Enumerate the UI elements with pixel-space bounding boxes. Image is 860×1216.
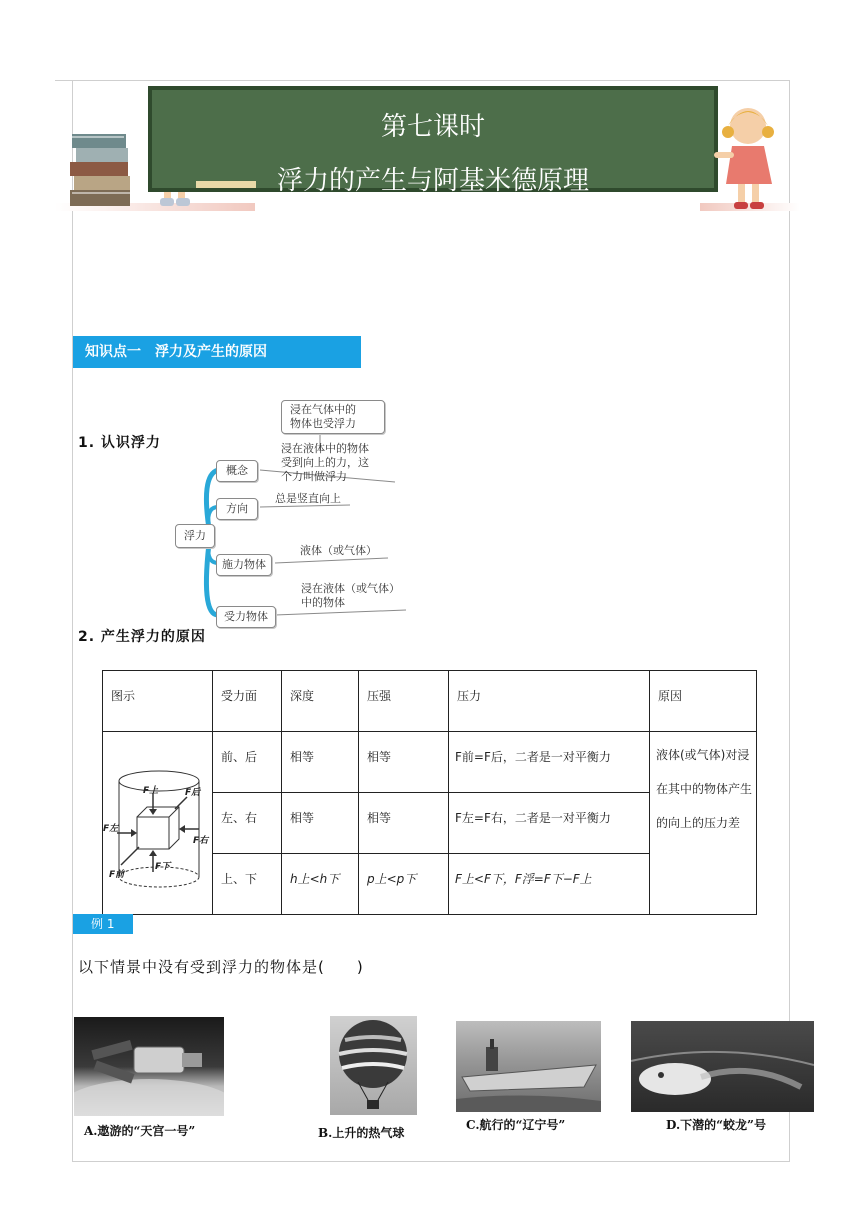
row2-force: F左=F右，二者是一对平衡力 <box>455 811 611 825</box>
option-a-caption: A.遨游的“天宫一号” <box>84 1124 196 1138</box>
spacecraft-icon <box>74 1017 224 1116</box>
diagram-label-top: F上 <box>143 785 159 796</box>
mindmap-exerter-note: 液体（或气体） <box>300 544 377 557</box>
table-row <box>103 732 757 793</box>
chalk-eraser <box>196 181 256 188</box>
lesson-title: 浮力的产生与阿基米德原理 <box>276 166 589 196</box>
diagram-label-right: F右 <box>193 835 209 846</box>
mindmap-receiver-note <box>301 582 400 610</box>
girl-illustration <box>712 104 782 214</box>
table-header-depth: 深度 <box>290 689 315 703</box>
heading-recognize-buoyancy: 1. 认识浮力 <box>78 435 161 451</box>
option-c-caption: C.航行的“辽宁号” <box>466 1118 566 1132</box>
mindmap-note-gas <box>281 400 385 434</box>
row1-depth: 相等 <box>290 750 315 764</box>
row3-face: 上、下 <box>221 872 258 886</box>
row3-depth: h上<h下 <box>290 872 340 886</box>
submersible-icon <box>631 1021 814 1112</box>
mindmap-branch-receiver: 受力物体 <box>216 606 276 628</box>
aircraft-carrier-icon <box>456 1021 601 1112</box>
table-header-pressure: 压强 <box>367 689 392 703</box>
mindmap-concept-line1: 浸在液体中的物体 <box>281 442 369 455</box>
table-reason-cell <box>650 732 757 915</box>
lesson-number: 第七课时 <box>380 112 485 142</box>
table-header-reason: 原因 <box>658 689 683 703</box>
diagram-label-bottom: F下 <box>155 861 171 872</box>
row3-pressure: p上<p下 <box>367 872 417 886</box>
example-tag: 例 1 <box>73 914 133 934</box>
option-a-photo[interactable] <box>74 1017 224 1116</box>
mindmap-concept-line3: 个力叫做浮力 <box>281 470 347 483</box>
cube-in-cylinder-diagram <box>103 737 211 907</box>
mindmap-note-gas-line1: 浸在气体中的 <box>290 403 356 416</box>
mindmap-receiver-line1: 浸在液体（或气体） <box>301 582 400 595</box>
table-header-row <box>103 671 757 732</box>
mindmap-concept-note <box>281 442 369 484</box>
option-b-caption: B.上升的热气球 <box>318 1126 405 1140</box>
row1-force: F前=F后，二者是一对平衡力 <box>455 750 611 764</box>
option-b-photo[interactable] <box>330 1016 417 1115</box>
diagram-label-front: F前 <box>109 869 125 880</box>
heading-cause-of-buoyancy: 2. 产生浮力的原因 <box>78 629 206 645</box>
mindmap-receiver-line2: 中的物体 <box>301 596 345 609</box>
row2-pressure: 相等 <box>367 811 392 825</box>
mindmap-root: 浮力 <box>175 524 215 548</box>
row3-force: F上<F下，F浮=F下−F上 <box>455 872 592 886</box>
table-header-force: 压力 <box>457 689 482 703</box>
mindmap-branch-concept: 概念 <box>216 460 258 482</box>
table-diagram-cell <box>103 732 213 915</box>
mindmap-branch-exerter: 施力物体 <box>216 554 272 576</box>
row1-face: 前、后 <box>221 750 258 764</box>
option-c-photo[interactable] <box>456 1021 601 1112</box>
diagram-label-left: F左 <box>103 823 119 834</box>
mindmap-note-gas-line2: 物体也受浮力 <box>290 417 356 430</box>
mindmap-branch-direction: 方向 <box>216 498 258 520</box>
mindmap-direction-note: 总是竖直向上 <box>275 492 341 505</box>
row1-pressure: 相等 <box>367 750 392 764</box>
books-illustration <box>66 128 142 210</box>
hot-air-balloon-icon <box>330 1016 417 1115</box>
mindmap-concept-line2: 受到向上的力，这 <box>281 456 369 469</box>
chalkboard-banner <box>148 86 718 196</box>
row2-face: 左、右 <box>221 811 258 825</box>
buoyancy-cause-table <box>102 670 757 915</box>
table-header-face: 受力面 <box>221 689 258 703</box>
option-d-photo[interactable] <box>631 1021 814 1112</box>
table-header-diagram: 图示 <box>111 689 136 703</box>
section-header-knowledge-1: 知识点一 浮力及产生的原因 <box>73 336 361 368</box>
reason-text: 液体(或气体)对浸在其中的物体产生的向上的压力差 <box>656 748 753 830</box>
row2-depth: 相等 <box>290 811 315 825</box>
diagram-label-back: F后 <box>185 787 201 798</box>
option-d-caption: D.下潜的“蛟龙”号 <box>666 1118 766 1132</box>
example-question: 以下情景中没有受到浮力的物体是( ) <box>78 958 364 976</box>
